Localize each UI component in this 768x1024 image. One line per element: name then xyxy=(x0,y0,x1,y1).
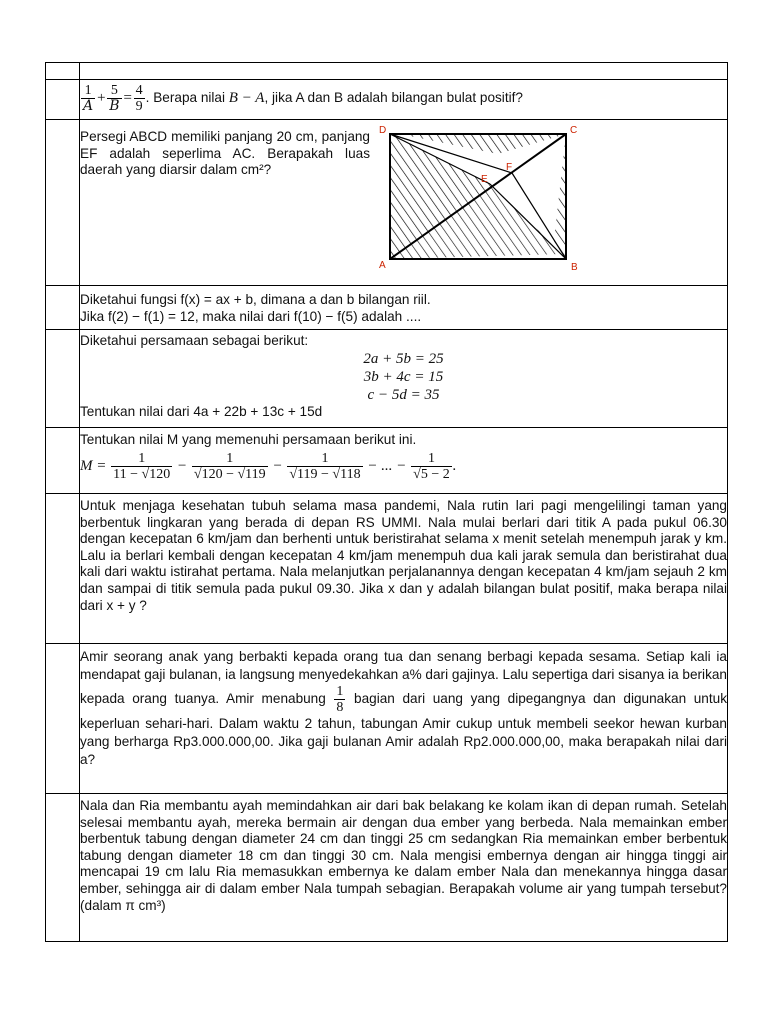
equation-1: 2a + 5b = 25 xyxy=(363,350,444,367)
number-cell xyxy=(46,63,80,80)
question-row-3 xyxy=(46,286,728,330)
question-row-6 xyxy=(46,494,728,644)
question-row-4 xyxy=(46,330,728,428)
equation-2: 3b + 4c = 15 xyxy=(363,368,444,385)
equation-3: c − 5d = 35 xyxy=(367,386,440,403)
label-e: E xyxy=(481,174,488,185)
fraction-4-over-9: $\frac{4}{9}$ xyxy=(135,83,143,114)
term-2: $\frac{1}{√120 - √119}$ xyxy=(193,450,266,482)
question-6: Untuk menjaga kesehatan tubuh selama masa pandemi, Nala rutin lari pagi mengelilingi taman yang berbentuk lingkaran yang berada di depan RS UMMI. Nala mulai berlari dari titik A pada pukul 06.30 dengan kecepatan 6 km/jam dan berhenti untuk beristirahat selama x menit setelah menempuh jarak y km. Lalu ia berlari kembali dengan kecepatan 4 km/jam menempuh dua kali jarak semula dan beristirahat dua kali dari waktu istirahat pertama. Nala melanjutkan perjalanannya dengan kecepatan 4 km/jam sejauh 2 km dan sampai di titik semula pada pukul 09.30. Jika x dan y adalah bilangan bulat positif, maka berapa nilai dari x + y ? xyxy=(80,494,728,644)
problem-table xyxy=(45,62,728,942)
number-cell xyxy=(46,80,80,120)
label-a: A xyxy=(379,260,386,271)
number-cell xyxy=(46,794,80,942)
square-figure xyxy=(378,124,598,279)
question-3-line-2: Jika f(2) − f(1) = 12, maka nilai dari f(10) − f(5) adalah .... xyxy=(80,308,422,324)
question-row-8 xyxy=(46,794,728,942)
label-f: F xyxy=(506,162,513,173)
number-cell xyxy=(46,120,80,286)
fraction-1-over-8: $\frac{1}{8}$ xyxy=(336,684,344,715)
m-equation: M = $\frac{1}{11 - √120}$ − $\frac{1}{√120 - √119}$ − $\frac{1}{√119 - √118}$ − ... − $\frac{1}{√5 - 2}$ . xyxy=(80,450,457,482)
fraction-1-over-a: $\frac{1}{A}$ xyxy=(83,83,94,114)
number-cell xyxy=(46,428,80,494)
label-b: B xyxy=(571,262,578,273)
shaded-region-right xyxy=(553,134,566,259)
question-row-7 xyxy=(46,644,728,794)
number-cell xyxy=(46,494,80,644)
question-2-text: Persegi ABCD memiliki panjang 20 cm, panjang EF adalah seperlima AC. Berapakah luas daerah yang diarsir dalam cm²? xyxy=(80,129,370,178)
question-3 xyxy=(80,286,728,330)
question-8: Nala dan Ria membantu ayah memindahkan air dari bak belakang ke kolam ikan di depan rumah. Setelah selesai membantu ayah, mereka bermain air dengan dua ember yang berbeda. Nala memainkan ember berbentuk tabung dengan diameter 24 cm dan tinggi 25 cm sedangkan Ria memainkan ember berbentuk tabung dengan diameter 18 cm dan tinggi 30 cm. Nala mengisi embernya dengan air hingga tinggi air mencapai 19 cm lalu Ria memasukkan embernya ke dalam ember Nala dan menekannya hingga dasar ember, sehingga air di dalam ember Nala tumpah sebagian. Berapakah volume air yang tumpah tersebut? (dalam π cm³) xyxy=(80,794,728,942)
header-row xyxy=(46,63,728,80)
term-1: $\frac{1}{11 - √120}$ xyxy=(113,450,171,482)
question-4-intro: Diketahui persamaan sebagai berikut: xyxy=(80,333,309,348)
question-row-1 xyxy=(46,80,728,120)
term-3: $\frac{1}{√119 - √118}$ xyxy=(289,450,361,482)
question-cell xyxy=(80,63,728,80)
question-row-5 xyxy=(46,428,728,494)
number-cell xyxy=(46,330,80,428)
question-5 xyxy=(80,428,728,494)
label-d: D xyxy=(379,125,387,136)
question-3-line-1: Diketahui fungsi f(x) = ax + b, dimana a dan b bilangan riil. xyxy=(80,292,431,307)
term-4: $\frac{1}{√5 - 2}$ xyxy=(413,450,450,482)
number-cell xyxy=(46,644,80,794)
question-5-intro: Tentukan nilai M yang memenuhi persamaan berikut ini. xyxy=(80,432,417,447)
square-abcd-diagram xyxy=(378,124,598,274)
question-2 xyxy=(80,120,728,286)
question-7: Amir seorang anak yang berbakti kepada orang tua dan senang berbagi kepada sesama. Setiap kali ia mendapat gaji bulanan, ia langsung menyedekahkan a% dari gajinya. Lalu sepertiga dari sisanya ia berikan kepada orang tuanya. Amir menabung $\frac{1}{8}$ bagian dari uang yang dipegangnya dan digunakan untuk keperluan sehari-hari. Dalam waktu 2 tahun, tabungan Amir cukup untuk membeli seekor hewan kurban yang berharga Rp3.000.000,00. Jika gaji bulanan Amir adalah Rp2.000.000,00, maka berapakah nilai dari a? xyxy=(80,644,728,794)
question-row-2 xyxy=(46,120,728,286)
question-1: $\frac{1}{A}$ + $\frac{5}{B}$ = $\frac{4}{9}$ . Berapa nilai B − A, jika A dan B adalah bilangan bulat positif? xyxy=(80,80,728,120)
fraction-5-over-b: $\frac{5}{B}$ xyxy=(109,83,120,114)
question-4-ask: Tentukan nilai dari 4a + 22b + 13c + 15d xyxy=(80,403,323,419)
question-4 xyxy=(80,330,728,428)
expr-b-minus-a: B − A xyxy=(228,90,265,107)
label-c: C xyxy=(570,125,578,136)
number-cell xyxy=(46,286,80,330)
